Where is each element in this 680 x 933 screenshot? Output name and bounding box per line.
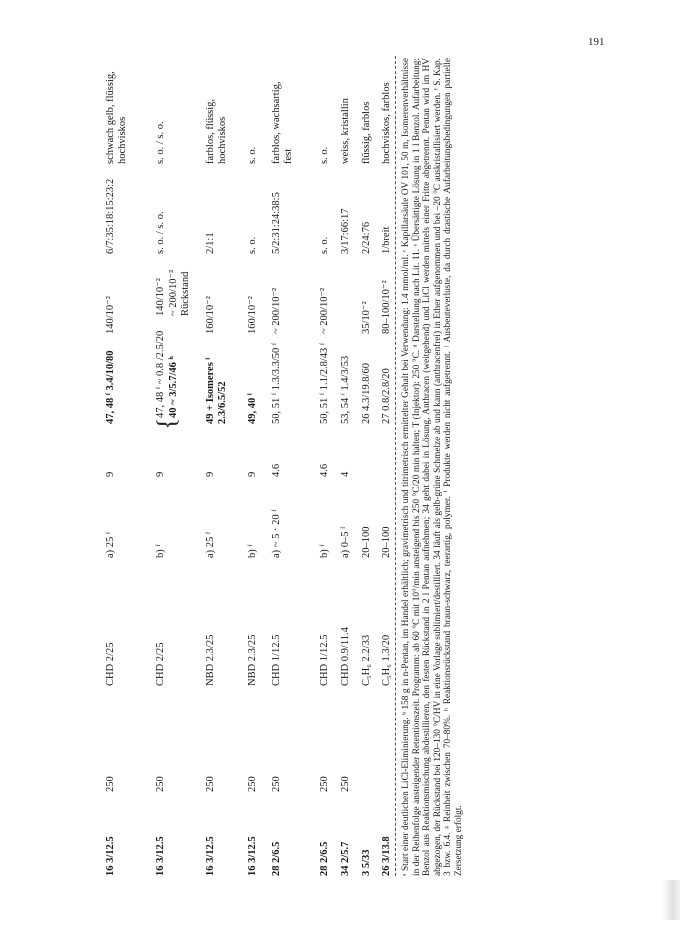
rotated-table-page (95, 56, 495, 876)
cell-temp: 250 (271, 776, 282, 792)
cell-bp: 140/10⁻² (155, 278, 166, 316)
cell-product: 27 0.8/2.8/20 (381, 368, 392, 424)
cell-diene: CHD 1/12.5 (271, 634, 282, 686)
cell-conditions: 20–100 (381, 526, 392, 558)
cell-conditions: 20–100 (361, 526, 372, 558)
cell-diene: CHD 0.9/11.4 (340, 627, 351, 686)
cell-reagent: 3 5/33 (361, 849, 372, 876)
cell-bp: ~ 200/10⁻² Rückstand (168, 269, 191, 316)
cell-conditions: b) ᶠ (247, 544, 258, 558)
cell-isomers: s. o. / s. o. (155, 211, 166, 254)
cell-isomers: 3/17:66:17 (340, 208, 351, 254)
cell-bp: 140/10⁻² (105, 296, 116, 334)
cell-diene: C₅H₆ 2.2/33 (361, 634, 372, 686)
cell-description: weiss, kristallin (340, 98, 351, 164)
cell-description: farblos, flüssig, hochviskos (205, 98, 228, 164)
cell-reagent: 28 2/6.5 (271, 841, 282, 876)
cell-description: s. o. (319, 146, 330, 164)
cell-temp: 250 (205, 776, 216, 792)
scan-smudge (662, 880, 680, 920)
cell-description: hochviskos, farblos (381, 82, 392, 164)
cell-product: 50, 51 ᶠ 1.3/3.3/50 ᶠ (271, 342, 282, 424)
cell-isomers: 2/24:76 (361, 221, 372, 254)
cell-product: 26 4.3/19.8/60 (361, 363, 372, 424)
cell-isomers: 1/breit (381, 226, 392, 254)
cell-isomers: s. o. (319, 236, 330, 254)
cell-temp: 250 (319, 776, 330, 792)
cell-description: farblos, wachsartig, fest (271, 81, 294, 164)
cell-time: 9 (205, 471, 216, 477)
cell-time: 4.6 (271, 463, 282, 477)
cell-temp: 250 (155, 776, 166, 792)
cell-product: 40 ~ 3/5.7/46 ʰ (168, 356, 179, 418)
cell-temp: 250 (105, 776, 116, 792)
cell-description: schwach gelb, flüssig, hochviskos (105, 71, 128, 164)
table-bottom-rule (395, 56, 396, 876)
cell-bp: 160/10⁻² (247, 296, 258, 334)
cell-time: 9 (247, 471, 258, 477)
cell-reagent: 16 3/12.5 (155, 836, 166, 876)
cell-conditions: a) ~ 5 · 20 ᶠ (271, 509, 282, 558)
page-number: 191 (588, 36, 605, 48)
cell-reagent: 16 3/12.5 (205, 836, 216, 876)
cell-bp: ~ 200/10⁻² (319, 287, 330, 334)
cell-bp: 80–100/10⁻² (381, 280, 392, 334)
cell-product: 47, 48 ᶠ 3.4/10/80 (105, 350, 116, 424)
cell-reagent: 26 3/13.8 (381, 836, 392, 876)
cell-conditions: a) 25 ᶠ (105, 531, 116, 558)
cell-description: flüssig, farblos (361, 101, 372, 164)
cell-conditions: b) ᶠ (155, 544, 166, 558)
cell-reagent: 34 2/5.7 (340, 841, 351, 876)
cell-reagent: 16 3/12.5 (247, 836, 258, 876)
cell-product: 50, 51 ᶠ 1.1/2.8/43 ᶠ (319, 342, 330, 424)
cell-bp: ~ 200/10⁻² (271, 287, 282, 334)
cell-conditions: a) 25 ᶠ (205, 531, 216, 558)
cell-diene: NBD 2.3/25 (247, 634, 258, 686)
cell-product: 49 + Isomeres ⁱ 2.3/6.5/52 (205, 357, 228, 424)
cell-time: 4 (340, 471, 351, 477)
cell-diene: C₅H₆ 1.3/20 (381, 634, 392, 686)
cell-diene: CHD 1/12.5 (319, 634, 330, 686)
cell-reagent: 16 3/12.5 (105, 836, 116, 876)
cell-isomers: 2/1:1 (205, 232, 216, 254)
cell-time: 9 (105, 471, 116, 477)
cell-product: 47, 48 ᶠ ~ 0.8 /2.5/20 (155, 330, 166, 418)
cell-diene: NBD 2.3/25 (205, 634, 216, 686)
cell-diene: CHD 2/25 (155, 642, 166, 686)
footnotes: ᵃ Start einer deutlichen LiCl-Eliminierung. ᵇ 158 g in n-Pentan, im Handel erhältlich; gravimetrisch und titrimetrisch ermittelter Gehalt bei Verwendung: 1.4 mmol/ml. ᶜ Kapillarsäule OV 101, 50 m, Isomerenverhältnisse in der Reihenfolge ansteigender Retentionszeit. Programm: ab 60 °C mit 10°/min ansteigend bis 250 °C/20 min halten; T (Injektor): 250 °C. ᵈ Darstellung nach Lit. 11. ᵉ Übersättigte Lösung in 1 l Benzol. Aufarbeitung: Benzol aus Reaktionsmischung abdestillieren, den festen Rückstand in 2 l Pentan aufnehmen; 34 geht dabei in Lösung, Anthracen (weitgehend) und LiCl werden mittels einer Fritte abgetrennt. Pentan wird im HV abgezogen, der Rückstand bei 120–130 °C/HV in eine Vorlage sublimiert/destilliert. 34 läuft als gelb-grüne Schmelze ab und kann (anthracenfrei) in Ether aufgenommen und bei –20 °C auskristallisiert werden. ᶠ S. Kap. 3 bzw. 6.4. ᵍ Reinheit zwischen 70–80%. ʰ Reaktionsrückstand braun-schwarz, teerartig, polymer. ⁱ Produkte werden nicht aufgetrennt. ʲ Ausbeuteverluste, da durch drastische Aufarbeitungsbedingungen partielle Zersetzung erfolgt. (401, 58, 464, 876)
cell-bp: 35/10⁻² (361, 301, 372, 334)
brace-symbol: { (152, 417, 181, 430)
cell-isomers: 5/2:31:24:38:5 (271, 192, 282, 254)
cell-conditions: b) ᶠ (319, 544, 330, 558)
cell-product: 49, 40 ⁱ (247, 393, 258, 424)
cell-description: s. o. / s. o. (155, 121, 166, 164)
cell-temp: 250 (340, 776, 351, 792)
cell-reagent: 28 2/6.5 (319, 841, 330, 876)
cell-diene: CHD 2/25 (105, 642, 116, 686)
cell-time: 9 (155, 471, 166, 477)
cell-temp: 250 (247, 776, 258, 792)
cell-product: 53, 54 ⁱ 1.4/3/53 (340, 355, 351, 424)
cell-bp: 160/10⁻² (205, 296, 216, 334)
cell-isomers: 6/7:35:18:15:23:2 (105, 178, 116, 254)
cell-time: 4.6 (319, 463, 330, 477)
cell-isomers: s. o. (247, 236, 258, 254)
cell-conditions: a) 0–5 ᶠ (340, 526, 351, 558)
cell-description: s. o. (247, 146, 258, 164)
